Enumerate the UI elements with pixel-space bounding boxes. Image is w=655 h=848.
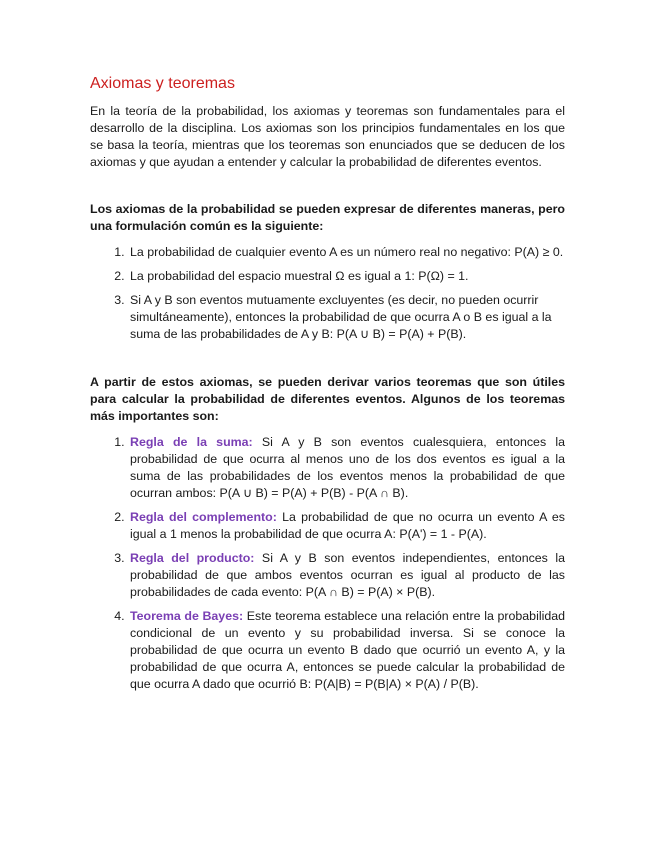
axioms-list [90,244,565,343]
theorem-text: Si A y B son eventos independientes, entonces la probabilidad de que ambos eventos ocurran es igual al producto de las probabilidades de cada evento: P(A ∩ B) = P(A) × P(B). [130,551,565,599]
theorem-text: Si A y B son eventos cualesquiera, entonces la probabilidad de que ocurra al menos uno de los dos eventos es igual a la suma de las probabilidades de los eventos menos la probabilidad de que ocurran ambos: P(A ∪ B) = P(A) + P(B) - P(A ∩ B). [130,435,566,500]
theorem-term: Teorema de Bayes: [130,609,244,623]
axioms-lead-paragraph: Los axiomas de la probabilidad se pueden expresar de diferentes maneras, pero una formulación común es la siguiente: [90,202,565,233]
theorem-text: La probabilidad de que no ocurra un evento A es igual a 1 menos la probabilidad de que ocurra A: P(A') = 1 - P(A). [130,510,566,541]
theorem-item-sum-rule [128,434,565,502]
axiom-item-3: 3. Si A y B son eventos mutuamente excluyentes (es decir, no pueden ocurrir simultáneamente), entonces la probabilidad de que ocurra A o B es igual a la suma de las probabilidades de A y B: P(A ∪ B) = P(A) + P(B). [128,292,565,343]
intro-paragraph: En la teoría de la probabilidad, los axiomas y teoremas son fundamentales para el desarrollo de la disciplina. Los axiomas son los principios fundamentales en los que se basa la teoría, mientras que los teoremas son enunciados que se deducen de los axiomas y que ayudan a entender y calcular la probabilidad de diferentes eventos. [90,104,565,169]
theorems-lead-paragraph: A partir de estos axiomas, se pueden derivar varios teoremas que son útiles para calcular la probabilidad de diferentes eventos. Algunos de los teoremas más importantes son: [90,375,565,423]
theorem-text: Este teorema establece una relación entre la probabilidad condicional de un evento y su probabilidad inversa. Si se conoce la probabilidad de que ocurra un evento B dado que ocurrió un evento A, y la probabilidad de que ocurra A, entonces se puede calcular la probabilidad de que ocurra A dado que ocurrió B: P(A|B) = P(B|A) × P(A) / P(B). [130,609,566,691]
axiom-item-1: 1. La probabilidad de cualquier evento A es un número real no negativo: P(A) ≥ 0. [128,244,565,261]
theorem-term: Regla de la suma: [130,435,253,449]
theorem-item-complement-rule [128,509,565,543]
theorem-term: Regla del producto: [130,551,255,565]
theorems-list [90,434,565,693]
theorem-item-product-rule [128,550,565,601]
section-title: Axiomas y teoremas [90,75,235,92]
theorem-item-bayes-theorem [128,608,565,693]
theorem-term: Regla del complemento: [130,510,277,524]
axiom-item-2: 2. La probabilidad del espacio muestral Ω es igual a 1: P(Ω) = 1. [128,268,565,285]
